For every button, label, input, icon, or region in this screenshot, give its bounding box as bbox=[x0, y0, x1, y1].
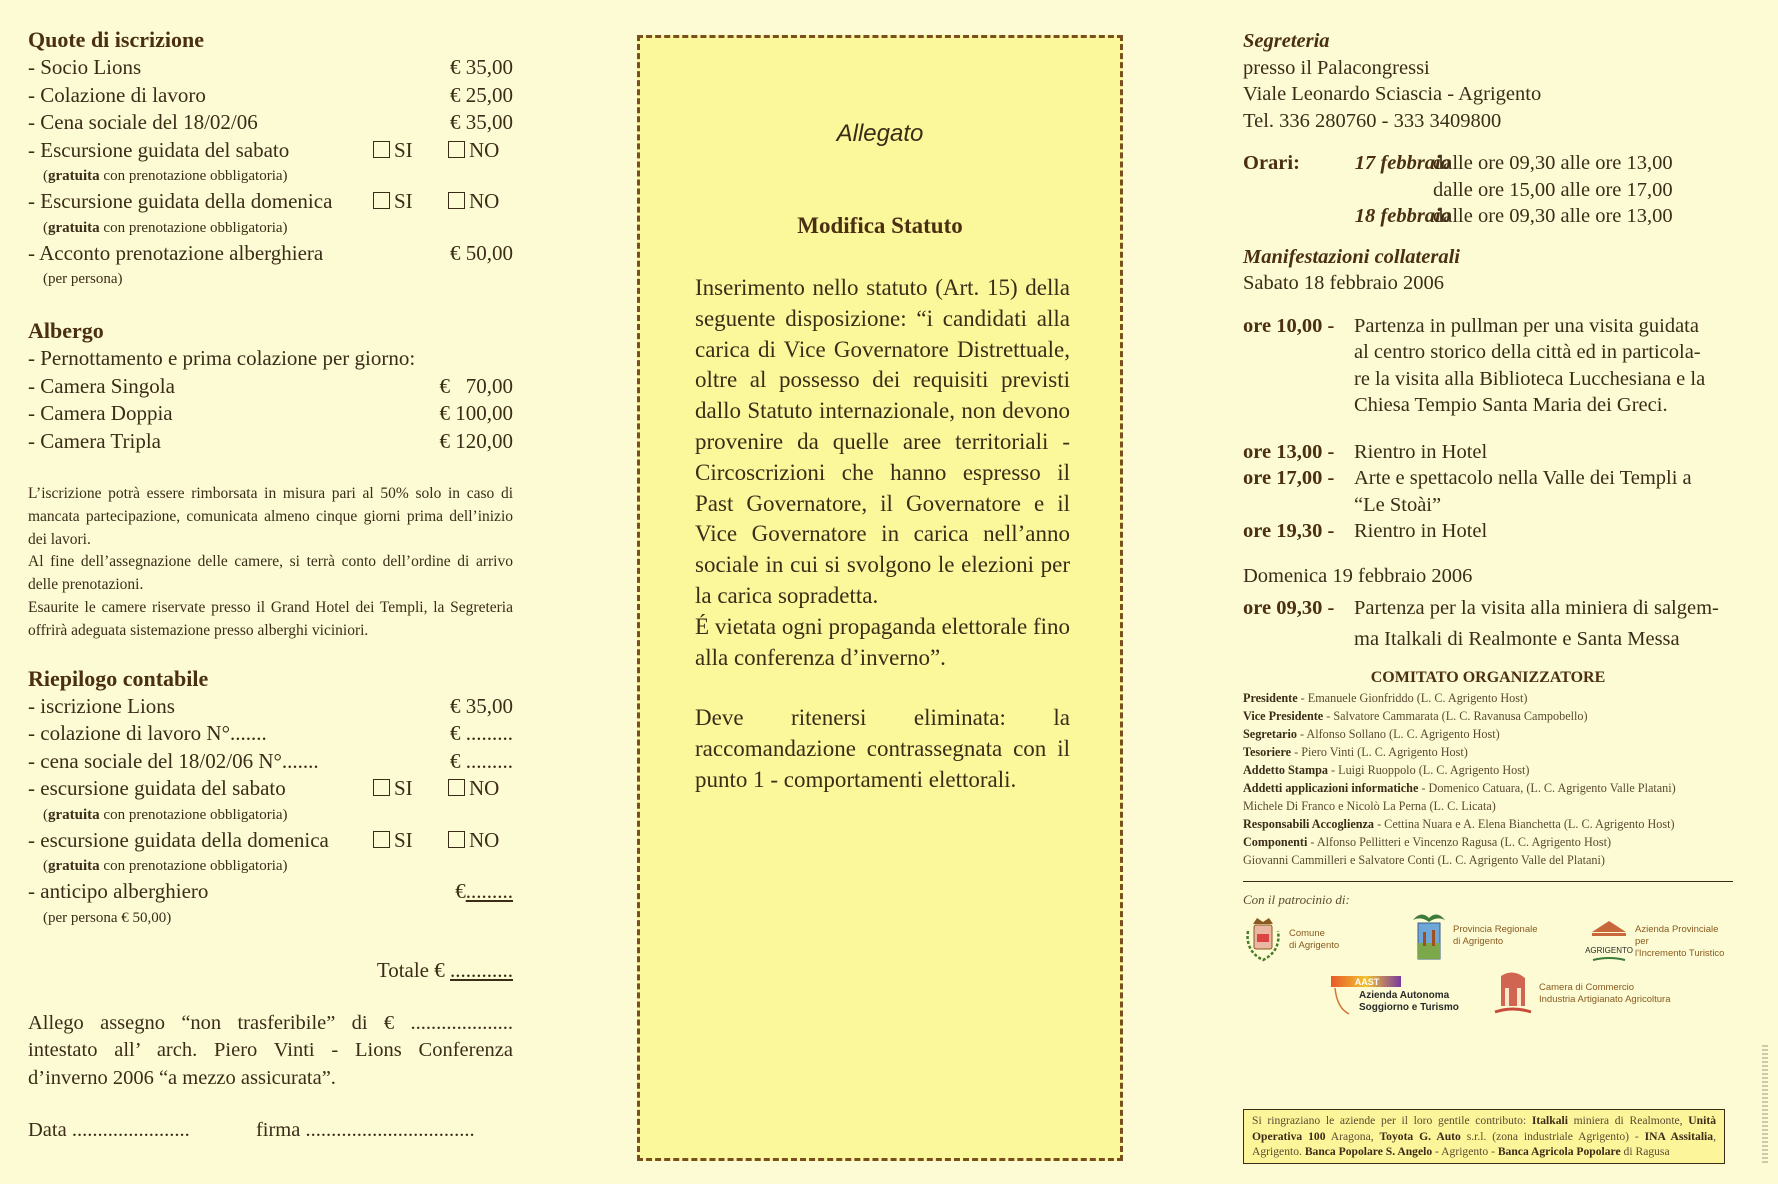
anticipo-note: (per persona € 50,00) bbox=[43, 909, 172, 926]
hours-time: dalle ore 09,30 alle ore 13,00 bbox=[1433, 205, 1673, 227]
sponsor-line: Provincia Regionale bbox=[1453, 924, 1538, 935]
yes-checkbox[interactable] bbox=[373, 137, 413, 165]
excursion-note: (gratuita con prenotazione obbligatoria) bbox=[43, 168, 288, 184]
event-item bbox=[1243, 439, 1733, 466]
event-info-column bbox=[1243, 28, 1733, 1030]
aast-logo-text: AAST bbox=[1354, 977, 1380, 987]
fee-label: - Socio Lions bbox=[28, 55, 142, 79]
no-checkbox[interactable] bbox=[448, 827, 499, 855]
divider bbox=[1243, 881, 1733, 882]
deposit-note: (per persona) bbox=[43, 271, 123, 287]
committee-members: - Piero Vinti (L. C. Agrigento Host) bbox=[1291, 745, 1468, 759]
event-line: Partenza per la visita alla miniera di salgem- bbox=[1354, 597, 1719, 619]
sponsor-comune bbox=[1243, 916, 1339, 964]
excursion-label: - Escursione guidata della domenica bbox=[28, 189, 333, 213]
event-time: ore 13,00 - bbox=[1243, 440, 1335, 463]
province-crest-icon bbox=[1411, 910, 1447, 962]
summary-price-field[interactable]: € ......... bbox=[450, 748, 513, 773]
note-bold: gratuita bbox=[48, 168, 100, 184]
propaganda-paragraph: É vietata ogni propaganda elettorale fino alla conferenza d’inverno”. bbox=[695, 613, 1070, 670]
fee-label: - Cena sociale del 18/02/06 bbox=[28, 110, 258, 134]
sponsor-aast bbox=[1327, 974, 1459, 1018]
attachment-label: Allegato bbox=[836, 120, 924, 147]
committee-members: Giovanni Cammilleri e Salvatore Conti (L. C. Agrigento Valle del Platani) bbox=[1243, 853, 1605, 867]
event-description bbox=[1354, 593, 1733, 655]
secretariat-line: presso il Palacongressi bbox=[1243, 56, 1430, 79]
room-row bbox=[28, 373, 513, 401]
checkbox-icon[interactable] bbox=[448, 779, 465, 796]
committee-row bbox=[1243, 743, 1733, 761]
note-text: con prenotazione obbligatoria) bbox=[99, 168, 288, 184]
committee-row bbox=[1243, 689, 1733, 707]
summary-label[interactable]: - colazione di lavoro N°....... bbox=[28, 721, 267, 746]
deposit-price: € 50,00 bbox=[450, 240, 513, 265]
committee-list bbox=[1243, 689, 1733, 869]
registration-form-column bbox=[28, 26, 513, 1144]
committee-members: Michele Di Franco e Nicolò La Perna (L. C. Licata) bbox=[1243, 799, 1496, 813]
coat-of-arms-icon bbox=[1243, 916, 1283, 964]
hours-row bbox=[1243, 150, 1733, 177]
committee-role: Presidente bbox=[1243, 691, 1298, 705]
checkbox-icon[interactable] bbox=[373, 192, 390, 209]
summary-label: - iscrizione Lions bbox=[28, 693, 175, 718]
thanks-text: s.r.l. (zona industriale Agrigento) - bbox=[1460, 1129, 1645, 1143]
event-time: ore 09,30 - bbox=[1243, 597, 1335, 619]
event-line: al centro storico della città ed in particola- bbox=[1354, 341, 1701, 363]
committee-members: - Cettina Nuara e A. Elena Bianchetta (L. C. Agrigento Host) bbox=[1374, 817, 1675, 831]
committee-row bbox=[1243, 725, 1733, 743]
committee-members: - Alfonso Pellitteri e Vincenzo Ragusa (L. C. Agrigento Host) bbox=[1307, 835, 1612, 849]
thanks-text: Aragona, bbox=[1325, 1129, 1380, 1143]
yes-checkbox[interactable] bbox=[373, 827, 413, 855]
amendment-paragraph: Inserimento nello statuto (Art. 15) della seguente disposizione: “i candidati alla carica di Vice Governatore Distrettuale, oltre al possesso dei requisiti previsti dallo Statuto internazionale, non devono provenire da quelle aree territoriali - Circoscrizioni che hanno espresso il Past Governatore, il Governatore e il Vice Governatore in carica nell’anno sociale in cui si svolgono le elezioni per la carica sopradetta. bbox=[695, 275, 1070, 608]
committee-row bbox=[1243, 779, 1733, 797]
checkbox-icon[interactable] bbox=[373, 779, 390, 796]
event-item bbox=[1243, 313, 1733, 419]
sponsor-line: di Agrigento bbox=[1453, 936, 1504, 947]
committee-members: - Alfonso Sollano (L. C. Agrigento Host) bbox=[1296, 727, 1500, 741]
sunday-date: Domenica 19 febbraio 2006 bbox=[1243, 564, 1473, 587]
section-heading-quote: Quote di iscrizione bbox=[28, 27, 204, 52]
event-line: re la visita alla Biblioteca Lucchesiana e la bbox=[1354, 367, 1706, 390]
no-label: NO bbox=[469, 827, 500, 852]
date-field[interactable]: Data ....................... bbox=[28, 1119, 190, 1142]
committee-role: Vice Presidente bbox=[1243, 709, 1324, 723]
anticipo-blank[interactable]: ......... bbox=[465, 879, 513, 904]
event-line: ma Italkali di Realmonte e Santa Messa bbox=[1354, 628, 1680, 650]
elimination-paragraph: Deve ritenersi eliminata: la raccomandazione contrassegnata con il punto 1 - comportamenti elettorali. bbox=[695, 705, 1070, 792]
printer-imprint-mark bbox=[1762, 1045, 1768, 1165]
sponsor-text bbox=[1359, 990, 1459, 1014]
event-line: Partenza in pullman per una visita guidata bbox=[1354, 314, 1699, 337]
excursion-row-sunday bbox=[28, 188, 513, 216]
event-description bbox=[1354, 313, 1733, 419]
thanks-text: , Agrigento. bbox=[1252, 1129, 1716, 1158]
committee-row bbox=[1243, 761, 1733, 779]
committee-heading: COMITATO ORGANIZZATORE bbox=[1370, 669, 1606, 686]
summary-price: € 35,00 bbox=[450, 693, 513, 718]
panel-title: Modifica Statuto bbox=[797, 213, 963, 238]
committee-members: - Emanuele Gionfriddo (L. C. Agrigento Host) bbox=[1297, 691, 1528, 705]
hours-day: 17 febbraio bbox=[1354, 152, 1451, 174]
checkbox-icon[interactable] bbox=[448, 192, 465, 209]
patronage-logos bbox=[1243, 910, 1733, 1030]
secretariat-address: Viale Leonardo Sciascia - Agrigento bbox=[1243, 83, 1542, 105]
room-order-note: Al fine dell’assegnazione delle camere, si terrà conto dell’ordine di arrivo delle prenotazioni. bbox=[28, 553, 513, 594]
committee-role: Componenti bbox=[1243, 835, 1308, 849]
summary-price-field[interactable]: € ......... bbox=[450, 721, 513, 746]
excursion-note: (gratuita con prenotazione obbligatoria) bbox=[43, 219, 288, 236]
sponsor-line: Camera di Commercio bbox=[1539, 982, 1635, 993]
section-heading-riepilogo: Riepilogo contabile bbox=[28, 665, 209, 691]
committee-role: Addetti applicazioni informatiche bbox=[1243, 781, 1419, 795]
sponsor-name: INA Assitalia bbox=[1644, 1129, 1714, 1143]
checkbox-icon[interactable] bbox=[373, 141, 390, 158]
sponsor-line: l'Incremento Turistico bbox=[1635, 948, 1725, 959]
room-label: - Camera Singola bbox=[28, 373, 175, 398]
sponsor-name: Banca Popolare S. Angelo bbox=[1304, 1145, 1433, 1158]
fee-price: € 35,00 bbox=[450, 110, 513, 134]
signature-field[interactable]: firma ................................. bbox=[255, 1119, 475, 1142]
sponsor-cciaa bbox=[1493, 970, 1671, 1018]
fee-price: € 35,00 bbox=[450, 55, 513, 79]
no-label: NO bbox=[469, 776, 500, 801]
thanks-text: di Ragusa bbox=[1620, 1145, 1670, 1158]
event-description bbox=[1354, 439, 1733, 466]
sponsor-apt bbox=[1585, 920, 1733, 964]
thanks-text: Si ringraziano le aziende per il loro gentile contributo: bbox=[1252, 1114, 1532, 1127]
fee-label: - Colazione di lavoro bbox=[28, 82, 206, 107]
room-row bbox=[28, 428, 513, 456]
sponsor-line: Comune bbox=[1289, 928, 1325, 939]
euro-sign: € bbox=[455, 879, 466, 904]
committee-members: - Domenico Catuara, (L. C. Agrigento Valle Platani) bbox=[1418, 781, 1676, 795]
patronage-label: Con il patrocinio di: bbox=[1243, 892, 1350, 907]
event-time: ore 19,30 - bbox=[1243, 520, 1335, 542]
secretariat-phone: Tel. 336 280760 - 333 3409800 bbox=[1243, 109, 1502, 132]
note-text: con prenotazione obbligatoria) bbox=[99, 219, 288, 236]
checkbox-icon[interactable] bbox=[448, 831, 465, 848]
room-label: - Camera Doppia bbox=[28, 401, 173, 425]
excursion-note: (gratuita con prenotazione obbligatoria) bbox=[43, 858, 288, 875]
excursion-label: - escursione guidata della domenica bbox=[28, 827, 329, 852]
note-bold: gratuita bbox=[48, 858, 100, 875]
secretariat-heading: Segreteria bbox=[1243, 30, 1330, 52]
no-label: NO bbox=[469, 189, 500, 213]
committee-row bbox=[1243, 833, 1733, 851]
room-price: € 70,00 bbox=[439, 373, 513, 398]
sponsor-line: Azienda Autonoma bbox=[1359, 990, 1450, 1001]
fee-row bbox=[28, 109, 513, 137]
sponsor-name: Banca Agricola Popolare bbox=[1497, 1145, 1621, 1158]
anticipo-field[interactable] bbox=[455, 878, 513, 906]
sponsor-name: Italkali bbox=[1531, 1114, 1568, 1127]
albergo-intro: - Pernottamento e prima colazione per giorno: bbox=[28, 346, 416, 370]
sponsors-thanks-box bbox=[1243, 1109, 1725, 1164]
hours-row bbox=[1243, 203, 1733, 230]
committee-role: Addetto Stampa bbox=[1243, 763, 1328, 777]
deposit-label: - Acconto prenotazione alberghiera bbox=[28, 240, 324, 265]
sponsor-provincia bbox=[1411, 910, 1538, 962]
note-bold: gratuita bbox=[48, 806, 100, 823]
date-signature-row bbox=[28, 1116, 513, 1144]
sponsor-line: di Agrigento bbox=[1289, 940, 1340, 951]
committee-members: - Salvatore Cammarata (L. C. Ravanusa Campobello) bbox=[1323, 709, 1588, 723]
excursion-label: - escursione guidata del sabato bbox=[28, 776, 286, 801]
cheque-instructions: Allego assegno “non trasferibile” di € .................... intestato all’ arch. Piero Vinti - Lions Conferenza d’inverno 2006 “a mezzo assicurata”. bbox=[28, 1011, 513, 1089]
summary-excursion-sunday bbox=[28, 827, 513, 855]
sponsor-text bbox=[1453, 924, 1538, 948]
excursion-note: (gratuita con prenotazione obbligatoria) bbox=[43, 806, 288, 823]
excursion-row-saturday bbox=[28, 137, 513, 165]
event-item bbox=[1243, 518, 1733, 545]
total-row bbox=[28, 956, 513, 984]
yes-label: SI bbox=[394, 189, 413, 213]
side-events-heading: Manifestazioni collaterali bbox=[1243, 245, 1460, 268]
temple-logo-icon bbox=[1585, 920, 1633, 964]
summary-row bbox=[28, 748, 513, 776]
section-heading-albergo: Albergo bbox=[28, 318, 104, 343]
hours-row bbox=[1243, 177, 1733, 204]
event-description bbox=[1354, 518, 1733, 545]
no-label: NO bbox=[469, 137, 500, 162]
summary-label[interactable]: - cena sociale del 18/02/06 N°....... bbox=[28, 748, 319, 773]
thanks-text: miniera di Realmonte, bbox=[1567, 1114, 1689, 1127]
room-row bbox=[28, 400, 513, 428]
committee-row bbox=[1243, 851, 1733, 869]
event-line: Chiesa Tempio Santa Maria dei Greci. bbox=[1354, 394, 1668, 416]
checkbox-icon[interactable] bbox=[448, 141, 465, 158]
total-field[interactable]: ............ bbox=[450, 957, 513, 982]
hours-label: Orari: bbox=[1243, 152, 1300, 174]
event-line: Arte e spettacolo nella Valle dei Templi a bbox=[1354, 467, 1692, 489]
yes-checkbox[interactable] bbox=[373, 188, 413, 216]
committee-role: Segretario bbox=[1243, 727, 1297, 741]
committee-row bbox=[1243, 797, 1733, 815]
committee-row bbox=[1243, 815, 1733, 833]
sponsor-line: Soggiorno e Turismo bbox=[1359, 1002, 1459, 1013]
committee-row bbox=[1243, 707, 1733, 725]
event-item bbox=[1243, 465, 1733, 518]
panel-body bbox=[695, 273, 1070, 796]
note-text: con prenotazione obbligatoria) bbox=[99, 858, 288, 875]
event-line: Rientro in Hotel bbox=[1354, 520, 1488, 542]
fee-row bbox=[28, 82, 513, 110]
committee-role: Tesoriere bbox=[1243, 745, 1292, 759]
note-bold: gratuita bbox=[48, 219, 100, 236]
saturday-date: Sabato 18 febbraio 2006 bbox=[1243, 272, 1444, 294]
hours-day: 18 febbraio bbox=[1354, 205, 1451, 227]
event-line: “Le Stoài” bbox=[1354, 493, 1442, 516]
no-checkbox[interactable] bbox=[448, 775, 499, 803]
yes-label: SI bbox=[394, 137, 413, 162]
event-line: Rientro in Hotel bbox=[1354, 440, 1488, 463]
alternative-hotel-note: Esaurite le camere riservate presso il Grand Hotel dei Templi, la Segreteria offrirà adeguata sistemazione presso alberghi viciniori. bbox=[28, 598, 513, 639]
event-description bbox=[1354, 465, 1733, 518]
summary-excursion-saturday bbox=[28, 775, 513, 803]
event-time: ore 17,00 - bbox=[1243, 467, 1335, 489]
deposit-row bbox=[28, 240, 513, 268]
event-time: ore 10,00 - bbox=[1243, 314, 1335, 337]
checkbox-icon[interactable] bbox=[373, 831, 390, 848]
excursion-label: - Escursione guidata del sabato bbox=[28, 137, 290, 162]
committee-members: - Luigi Ruoppolo (L. C. Agrigento Host) bbox=[1327, 763, 1530, 777]
chamber-commerce-icon bbox=[1493, 970, 1533, 1018]
no-checkbox[interactable] bbox=[448, 188, 499, 216]
no-checkbox[interactable] bbox=[448, 137, 499, 165]
temple-logo-text: AGRIGENTO bbox=[1585, 946, 1633, 955]
room-price: € 120,00 bbox=[439, 428, 513, 453]
sponsor-name: Toyota G. Auto bbox=[1379, 1129, 1461, 1143]
total-label: Totale € bbox=[376, 957, 445, 982]
sponsor-line: Industria Artigianato Agricoltura bbox=[1539, 994, 1671, 1005]
refund-note: L’iscrizione potrà essere rimborsata in misura pari al 50% solo in caso di mancata partecipazione, comunicata almeno cinque giorni prima dell’inizio dei lavori. bbox=[28, 485, 513, 548]
statute-amendment-panel bbox=[637, 35, 1123, 1161]
sponsor-line: Azienda Provinciale per bbox=[1635, 924, 1719, 947]
room-price: € 100,00 bbox=[439, 401, 513, 425]
fee-price: € 25,00 bbox=[450, 82, 513, 107]
sponsor-text bbox=[1635, 924, 1733, 960]
sponsor-text bbox=[1539, 982, 1671, 1006]
committee-role: Responsabili Accoglienza bbox=[1243, 817, 1375, 831]
yes-label: SI bbox=[394, 827, 413, 852]
note-text: con prenotazione obbligatoria) bbox=[99, 806, 288, 823]
yes-label: SI bbox=[394, 776, 413, 801]
fee-row bbox=[28, 54, 513, 82]
anticipo-label: - anticipo alberghiero bbox=[28, 879, 209, 904]
event-item bbox=[1243, 593, 1733, 655]
sponsor-text bbox=[1289, 928, 1339, 952]
hours-time: dalle ore 09,30 alle ore 13,00 bbox=[1433, 152, 1673, 174]
hours-time: dalle ore 15,00 alle ore 17,00 bbox=[1433, 178, 1673, 201]
sponsor-name: Unità Operativa 100 bbox=[1252, 1114, 1716, 1143]
room-label: - Camera Tripla bbox=[28, 428, 161, 453]
summary-row bbox=[28, 720, 513, 748]
thanks-text: - Agrigento - bbox=[1432, 1145, 1498, 1158]
anticipo-row bbox=[28, 878, 513, 906]
yes-checkbox[interactable] bbox=[373, 775, 413, 803]
summary-row bbox=[28, 693, 513, 721]
